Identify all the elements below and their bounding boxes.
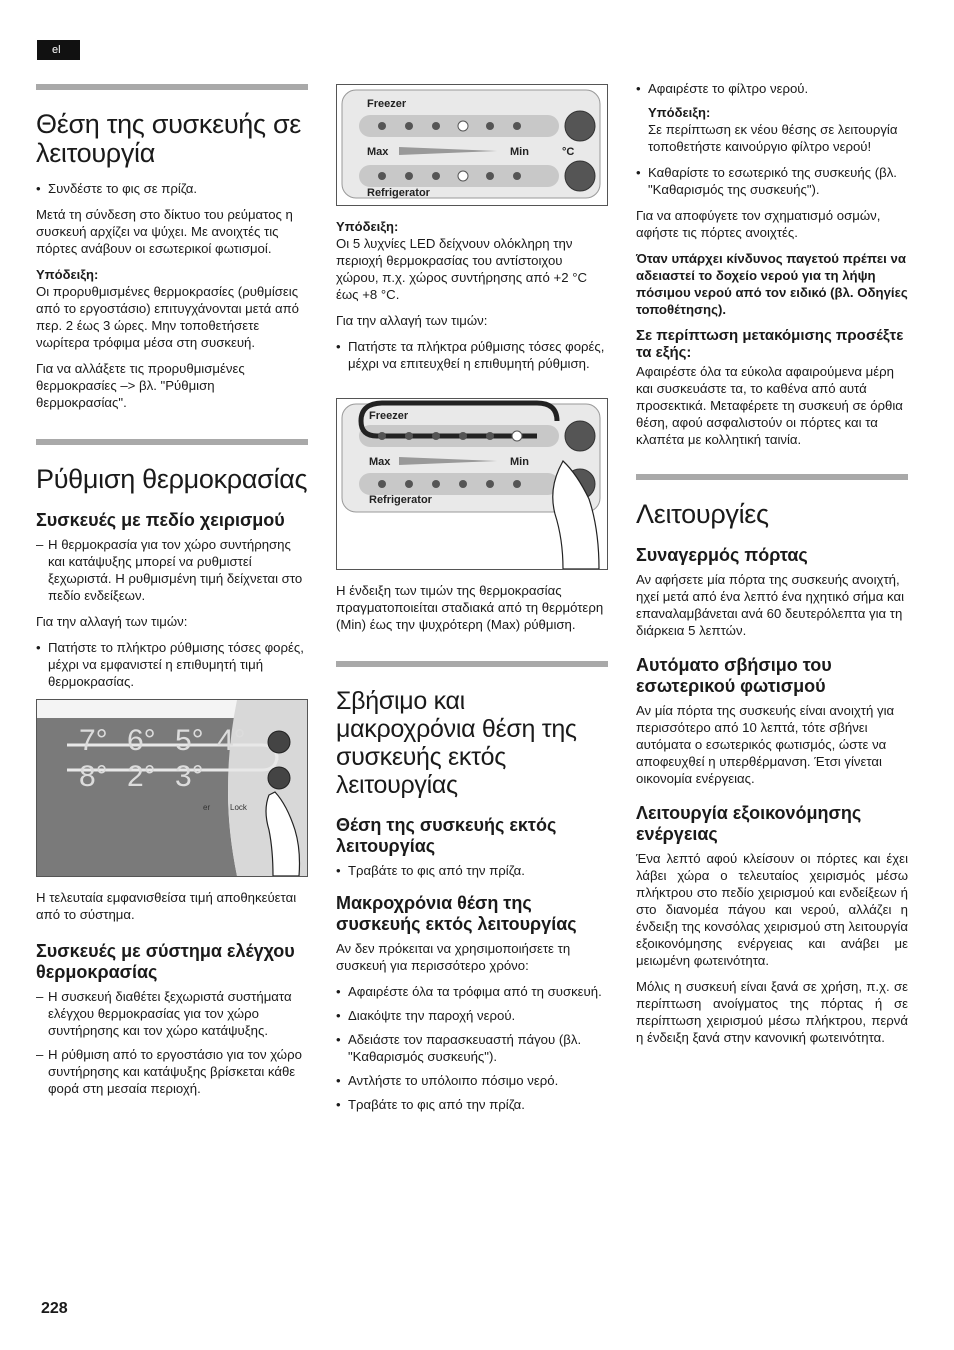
paragraph: Για να αποφύγετε τον σχηματισμό οσμών, αφήστε τις πόρτες ανοιχτές.	[636, 208, 881, 240]
note-text: Οι προρυθμισμένες θερμοκρασίες (ρυθμίσεις από το εργοστάσιο) επιτυγχάνονται μετά από περ. 2 έως 3 ώρες. Μην τοποθετήσετε νωρίτερα τρόφιμα μέσα στη συσκευή.	[36, 284, 300, 350]
subheading-door-alarm: Συναγερμός πόρτας	[636, 545, 808, 565]
note-text: Οι 5 λυχνίες LED δείχνουν ολόκληρη την περιοχή θερμοκρασίας του αντίστοιχου χώρου, π.χ. χώρος συντήρησης από +2 °C έως +8 °C.	[336, 236, 588, 302]
panel-illustration	[37, 700, 307, 876]
subheading-control-system: Συσκευές με σύστημα ελέγχου θερμοκρασίας	[36, 941, 295, 982]
subheading-transport: Σε περίπτωση μετακόμισης προσέξτε τα εξής:	[636, 327, 904, 361]
paragraph: Ένα λεπτό αφού κλείσουν οι πόρτες και έχει λάβει χώρα ο τελευταίος χειρισμός μέσω πλήκτρου στο πεδίο χειρισμού και ενδείξεων ή στο διανομέα πάγου και νερού, αλλάζει η ένδειξη της κονσόλας χειρισμού στη λειτουργία εξοικονόμησης ενέργειας και ανάβει με μειωμένη φωτεινότητα.	[636, 851, 908, 968]
digit-top-1: 7°	[79, 724, 108, 757]
note-label: Υπόδειξη:	[36, 267, 99, 282]
bullet-list	[636, 80, 908, 97]
led-panel-illustration	[337, 85, 607, 205]
label-min: Min	[510, 456, 529, 468]
bullet-list	[336, 983, 608, 1113]
paragraph: Αν αφήσετε μία πόρτα της συσκευής ανοιχτή, ηχεί μετά από ένα λεπτό ένα ηχητικό σήμα και επαναλαμβάνεται ανά 60 δευτερόλεπτα για τη διάρκεια 5 λεπτών.	[636, 572, 905, 638]
digit-top-4: 4°	[217, 724, 246, 757]
subheading-panel: Συσκευές με πεδίο χειρισμού	[36, 510, 285, 530]
paragraph: Μόλις η συσκευή είναι ξανά σε χρήση, π.χ. σε περίπτωση ανοίγματος της πόρτας ή σε περίπτωση χειρισμού μέσω πλήκτρου, περνά η ένδειξη ξανά στην κανονική φωτεινότητα.	[636, 979, 908, 1045]
led-panel-figure	[336, 84, 608, 206]
set-button-top	[268, 731, 290, 753]
list-item: • Αντλήστε το υπόλοιπο πόσιμο νερό.	[336, 1072, 608, 1089]
paragraph: Αφαιρέστε όλα τα εύκολα αφαιρούμενα μέρη και συσκευάστε τα, το καθένα από αυτά προσεκτικά. Μεταφέρετε τη συσκευή σε όρθια θέση, αφού ασφαλιστούν οι πόρτες και τα κλαπέτα με κολλητική ταινία.	[636, 364, 903, 447]
dash-list	[36, 988, 308, 1097]
note-label: Υπόδειξη:	[648, 105, 711, 120]
bullet-list	[336, 862, 608, 879]
list-item: • Αφαιρέστε όλα τα τρόφιμα από τη συσκευή.	[336, 983, 608, 1000]
paragraph: Η τελευταία εμφανισθείσα τιμή αποθηκεύεται από το σύστημα.	[36, 890, 297, 922]
subheading-energy-saving: Λειτουργία εξοικονόμησης ενέργειας	[636, 803, 862, 844]
paragraph: Η ένδειξη των τιμών της θερμοκρασίας πραγματοποιείται σταδιακά από τη θερμότερη (Min) έως την ψυχρότερη (Max) ρύθμιση.	[336, 583, 604, 632]
list-item: • Πατήστε τα πλήκτρα ρύθμισης τόσες φορές, μέχρι να επιτευχθεί η επιθυμητή ρύθμιση.	[336, 338, 608, 372]
list-item: • Τραβάτε το φις από την πρίζα.	[336, 862, 608, 879]
led-panel-figure-2	[336, 398, 608, 570]
digit-bottom-3: 3°	[175, 760, 204, 793]
paragraph: Αν δεν πρόκειται να χρησιμοποιήσετε τη συσκευή για περισσότερο χρόνο:	[336, 941, 571, 973]
display-panel-figure	[36, 699, 308, 877]
list-item: • Αδειάστε τον παρασκευαστή πάγου (βλ. "Καθαρισμός συσκευής").	[336, 1031, 608, 1065]
page-number: 228	[41, 1300, 68, 1317]
heading-temperature: Ρύθμιση θερμοκρασίας	[36, 464, 308, 494]
label-freezer: er	[203, 803, 211, 812]
bullet-list	[636, 164, 908, 198]
label-freezer: Freezer	[369, 410, 409, 422]
warning-paragraph: Όταν υπάρχει κίνδυνος παγετού πρέπει να αδειαστεί το δοχείο νερού για τη λήψη πόσιμου νερού από τον ειδικό (βλ. Οδηγίες τοποθέτησης).	[636, 251, 908, 317]
label-celsius: °C	[562, 146, 575, 158]
label-freezer: Freezer	[367, 98, 407, 110]
digit-bottom-2: 2°	[127, 760, 156, 793]
list-item: • Καθαρίστε το εσωτερικό της συσκευής (βλ. "Καθαρισμός της συσκευής").	[636, 164, 908, 198]
column-2	[336, 84, 608, 1122]
list-item: – Η ρύθμιση από το εργοστάσιο για τον χώρο συντήρησης και κατάψυξης βρίσκεται κάθε φορά στη μεσαία περιοχή.	[36, 1046, 308, 1097]
note-label: Υπόδειξη:	[336, 219, 399, 234]
paragraph: Μετά τη σύνδεση στο δίκτυο του ρεύματος η συσκευή αρχίζει να ψύχει. Με ανοιχτές τις πόρτες ανάβουν οι εσωτερικοί φωτισμοί.	[36, 207, 293, 256]
bullet-list	[36, 639, 308, 690]
note-text: Σε περίπτωση εκ νέου θέσης σε λειτουργία τοποθετήστε καινούργιο φίλτρο νερού!	[648, 122, 898, 154]
label-max: Max	[369, 456, 391, 468]
column-3	[636, 80, 908, 1055]
paragraph: Για την αλλαγή των τιμών:	[36, 614, 188, 629]
digit-top-3: 5°	[175, 724, 204, 757]
subheading-light-off: Αυτόματο σβήσιμο του εσωτερικού φωτισμού	[636, 655, 832, 696]
list-item: • Τραβάτε το φις από την πρίζα.	[336, 1096, 608, 1113]
freezer-set-button	[565, 111, 595, 141]
section-rule	[36, 439, 308, 445]
list-item: • Αφαιρέστε το φίλτρο νερού.	[636, 80, 908, 97]
dash-list	[36, 536, 308, 604]
label-max: Max	[367, 146, 389, 158]
section-rule	[636, 474, 908, 480]
paragraph: Για την αλλαγή των τιμών:	[336, 313, 488, 328]
list-item: • Πατήστε το πλήκτρο ρύθμισης τόσες φορές, μέχρι να εμφανιστεί η επιθυμητή τιμή θερμοκρασίας.	[36, 639, 308, 690]
heading-functions: Λειτουργίες	[636, 499, 769, 529]
list-item: • Διακόψτε την παροχή νερού.	[336, 1007, 608, 1024]
bullet-list	[336, 338, 608, 372]
label-min: Min	[510, 146, 529, 158]
list-item: – Η θερμοκρασία για τον χώρο συντήρησης και κατάψυξης μπορεί να ρυθμιστεί ξεχωριστά. Η ρυθμισμένη τιμή δείχνεται στο πεδίο ενδείξεων.	[36, 536, 308, 604]
refrigerator-set-button	[565, 161, 595, 191]
language-tag: el	[37, 40, 80, 60]
section-rule	[36, 84, 308, 90]
heading-operation: Θέση της συσκευής σε λειτουργία	[36, 109, 302, 168]
paragraph: Για να αλλάξετε τις προρυθμισμένες θερμοκρασίες –> βλ. "Ρύθμιση θερμοκρασίας".	[36, 361, 245, 410]
label-refrigerator: Refrigerator	[369, 494, 432, 506]
column-1	[36, 84, 308, 1106]
section-rule	[336, 661, 608, 667]
set-button-bottom	[268, 767, 290, 789]
paragraph: Αν μία πόρτα της συσκευής είναι ανοιχτή για περισσότερο από 10 λεπτά, τότε σβήνει αυτόματα ο εσωτερικός φωτισμός, ώστε να αποφευχθεί η υπερθέρμανση. Έτσι γίνεται οικονομία ενέργειας.	[636, 703, 895, 786]
digit-bottom-1: 8°	[79, 760, 108, 793]
label-lock: Lock	[230, 803, 247, 812]
led-panel-illustration-2	[337, 399, 607, 569]
heading-switch-off: Σβήσιμο και μακροχρόνια θέση της συσκευής εκτός λειτουργίας	[336, 687, 577, 799]
freezer-set-button	[565, 421, 595, 451]
subheading-off: Θέση της συσκευής εκτός λειτουργίας	[336, 815, 557, 856]
subheading-long-off: Μακροχρόνια θέση της συσκευής εκτός λειτουργίας	[336, 893, 577, 934]
digit-top-2: 6°	[127, 724, 156, 757]
label-refrigerator: Refrigerator	[367, 187, 430, 199]
list-item: – Η συσκευή διαθέτει ξεχωριστά συστήματα ελέγχου θερμοκρασίας για τον χώρο συντήρησης και τον χώρο κατάψυξης.	[36, 988, 308, 1039]
list-item: • Συνδέστε το φις σε πρίζα.	[36, 180, 308, 197]
bullet-list	[36, 180, 308, 197]
